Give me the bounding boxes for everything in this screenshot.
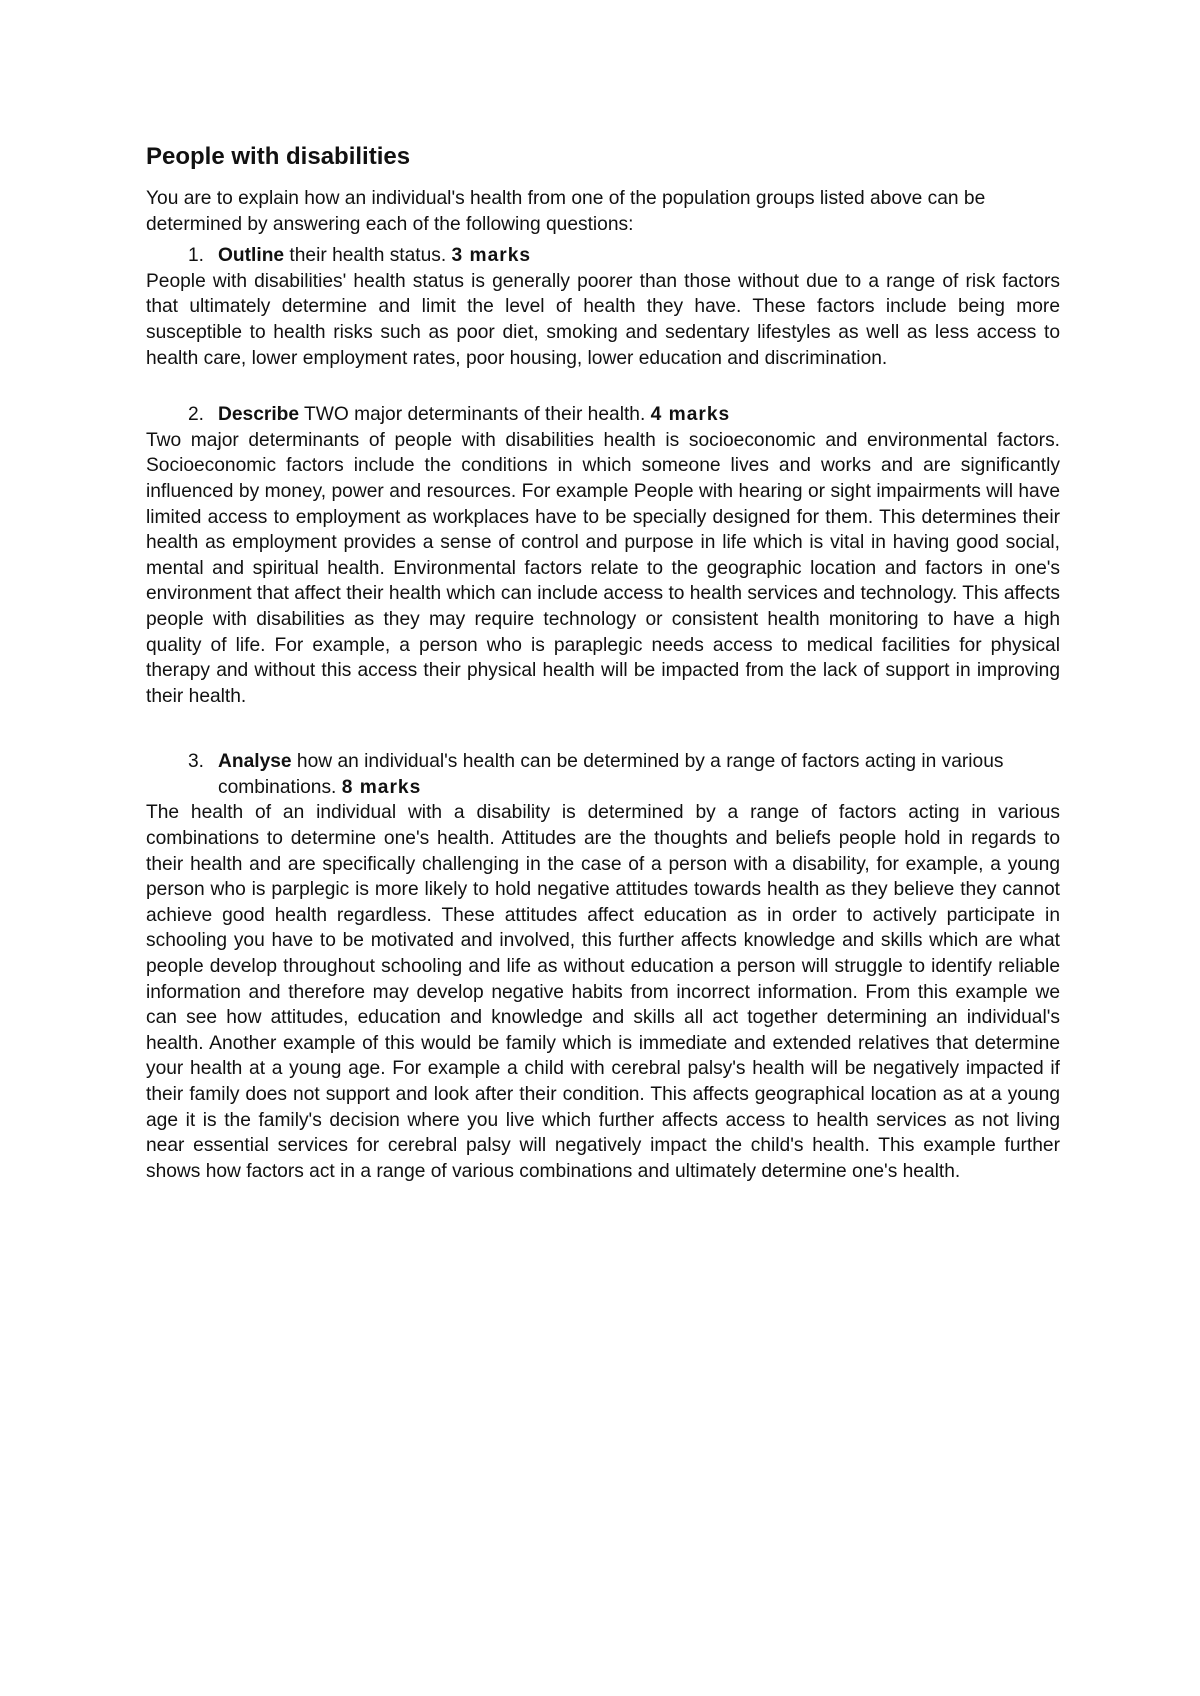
question-number: 2. <box>187 404 204 426</box>
question-keyword: Outline <box>218 245 285 267</box>
question-marks: 8 marks <box>341 776 422 798</box>
answer-3: The health of an individual with a disability is determined by a range of factors acting in various combinations to determine one's health. Attitudes are the thoughts and beliefs people hold in regards to their health and are specifically challenging in the case of a person with a disability, for example, a young person who is parplegic is more likely to hold negative attitudes towards health as they believe they cannot achieve good health regardless. These attitudes affect education as in order to actively participate in schooling you have to be motivated and involved, this further affects knowledge and skills which are what people develop throughout schooling and life as without education a person will struggle to identify reliable information and therefore may develop negative habits from incorrect information. From this example we can see how attitudes, education and knowledge and skills all act together determining an individual's health. Another example of this would be family which is immediate and extended relatives that determine your health at a young age. For example a child with cerebral palsy's health will be negatively impacted if their family does not support and look after their condition. This affects geographical location as at a young age it is the family's decision where you live which further affects access to health services as not living near essential services for cerebral palsy will negatively impact the child's health. This example further shows how factors act in a range of various combinations and ultimately determine one's health. <box>146 802 1060 1182</box>
answer-2: Two major determinants of people with disabilities health is socioeconomic and environmental factors. Socioeconomic factors include the conditions in which someone lives and works and are significantly influenced by money, power and resources. For example People with hearing or sight impairments will have limited access to employment as workplaces have to be specially designed for them. This determines their health as employment provides a sense of control and purpose in life which is vital in having good social, mental and spiritual health. Environmental factors relate to the geographic location and factors in one's environment that affect their health which can include access to health services and technology. This affects people with disabilities as they may require technology or consistent health monitoring to have a high quality of life. For example, a person who is paraplegic needs access to medical facilities for physical therapy and without this access their physical health will be impacted from the lack of support in improving their health. <box>146 429 1060 707</box>
question-2 <box>146 402 1060 428</box>
question-prompt: how an individual's health can be determined by a range of factors acting in various combinations. <box>218 751 1004 798</box>
question-keyword: Describe <box>218 404 300 426</box>
question-text <box>218 749 1060 800</box>
question-number: 3. <box>187 751 204 773</box>
answer-1: People with disabilities' health status is generally poorer than those without due to a range of risk factors that ultimately determine and limit the level of health they have. These factors include being more susceptible to health risks such as poor diet, smoking and sedentary lifestyles as well as less access to health care, lower employment rates, poor housing, lower education and discrimination. <box>146 270 1060 369</box>
question-keyword: Analyse <box>218 751 292 773</box>
question-number: 1. <box>187 245 204 267</box>
question-text <box>218 402 1060 428</box>
question-1 <box>146 243 1060 269</box>
question-marks: 3 marks <box>451 245 532 267</box>
question-text <box>218 243 1060 269</box>
question-3 <box>146 749 1060 800</box>
page-title: People with disabilities <box>146 143 411 170</box>
question-prompt: their health status. <box>284 245 452 267</box>
question-prompt: TWO major determinants of their health. <box>299 404 651 426</box>
question-marks: 4 marks <box>650 404 731 426</box>
intro-paragraph: You are to explain how an individual's health from one of the population groups listed above can be determined by answering each of the following questions: <box>146 188 986 235</box>
document-page <box>146 140 1060 1184</box>
